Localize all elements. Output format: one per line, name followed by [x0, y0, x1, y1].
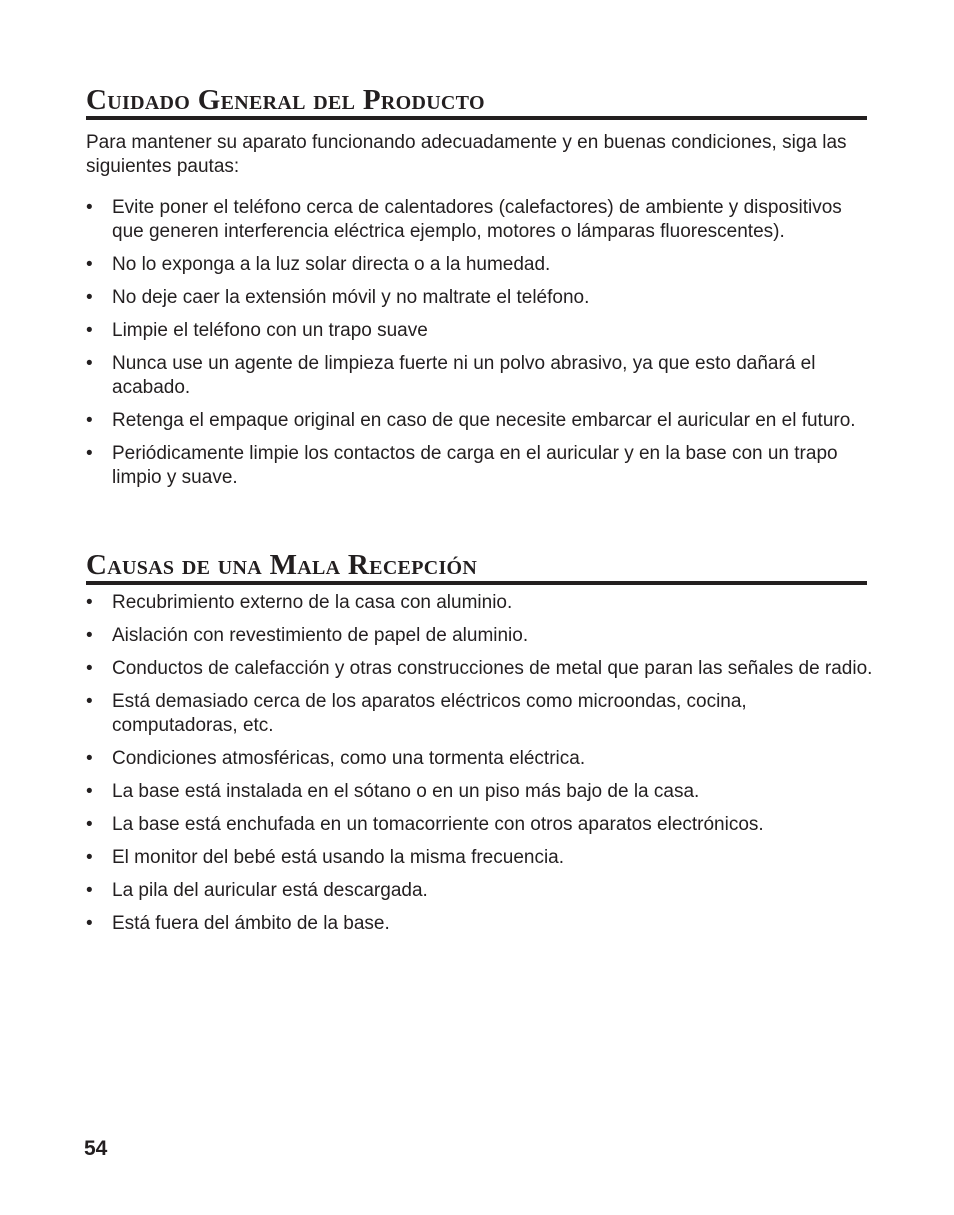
intro-paragraph: Para mantener su aparato funcionando adecuadamente y en buenas condiciones, siga las siguientes pautas: [86, 132, 847, 177]
list-item-text: Aislación con revestimiento de papel de aluminio. [112, 625, 529, 646]
bullet-icon: • [86, 814, 93, 835]
bullet-icon: • [86, 691, 93, 712]
list-item-text: La pila del auricular está descargada. [112, 880, 428, 901]
bullet-icon: • [86, 197, 93, 218]
bullet-icon: • [86, 254, 93, 275]
section-title-poor-reception: Causas de una Mala Recepción [86, 550, 867, 585]
list-item [86, 780, 876, 804]
list-item [86, 253, 876, 277]
bullet-icon: • [86, 353, 93, 374]
list-item-text: No lo exponga a la luz solar directa o a la humedad. [112, 254, 551, 275]
bullet-icon: • [86, 410, 93, 431]
list-item-text: Retenga el empaque original en caso de que necesite embarcar el auricular en el futuro. [112, 410, 856, 431]
list-item-text: Periódicamente limpie los contactos de carga en el auricular y en la base con un trapo limpio y suave. [112, 443, 838, 488]
list-item [86, 442, 876, 490]
list-item [86, 912, 876, 936]
list-item [86, 846, 876, 870]
bullet-icon: • [86, 592, 93, 613]
list-item [86, 879, 876, 903]
list-item-text: La base está enchufada en un tomacorriente con otros aparatos electrónicos. [112, 814, 764, 835]
bullet-icon: • [86, 658, 93, 679]
list-item-text: No deje caer la extensión móvil y no maltrate el teléfono. [112, 287, 590, 308]
list-item-text: Evite poner el teléfono cerca de calentadores (calefactores) de ambiente y dispositivos que generen interferencia eléctrica ejemplo, motores o lámparas fluorescentes). [112, 197, 842, 242]
list-item-text: Recubrimiento externo de la casa con aluminio. [112, 592, 513, 613]
poor-reception-list [86, 591, 876, 945]
bullet-icon: • [86, 320, 93, 341]
list-item [86, 690, 876, 738]
bullet-icon: • [86, 847, 93, 868]
list-item-text: Conductos de calefacción y otras construcciones de metal que paran las señales de radio. [112, 658, 873, 679]
bullet-icon: • [86, 625, 93, 646]
list-item [86, 657, 876, 681]
list-item-text: Está fuera del ámbito de la base. [112, 913, 390, 934]
bullet-icon: • [86, 443, 93, 464]
list-item-text: La base está instalada en el sótano o en un piso más bajo de la casa. [112, 781, 700, 802]
list-item [86, 352, 876, 400]
bullet-icon: • [86, 287, 93, 308]
list-item-text: Limpie el teléfono con un trapo suave [112, 320, 428, 341]
list-item [86, 286, 876, 310]
list-item [86, 624, 876, 648]
list-item-text: Condiciones atmosféricas, como una tormenta eléctrica. [112, 748, 586, 769]
list-item [86, 196, 876, 244]
bullet-icon: • [86, 913, 93, 934]
list-item [86, 591, 876, 615]
list-item [86, 813, 876, 837]
general-care-list [86, 196, 876, 499]
list-item-text: El monitor del bebé está usando la misma frecuencia. [112, 847, 565, 868]
bullet-icon: • [86, 781, 93, 802]
list-item-text: Está demasiado cerca de los aparatos eléctricos como microondas, cocina, computadoras, etc. [112, 691, 747, 736]
list-item [86, 409, 876, 433]
list-item [86, 319, 876, 343]
section-title-general-care: Cuidado General del Producto [86, 85, 867, 120]
list-item-text: Nunca use un agente de limpieza fuerte ni un polvo abrasivo, ya que esto dañará el acabado. [112, 353, 816, 398]
bullet-icon: • [86, 748, 93, 769]
list-item [86, 747, 876, 771]
bullet-icon: • [86, 880, 93, 901]
page-number: 54 [84, 1137, 108, 1160]
